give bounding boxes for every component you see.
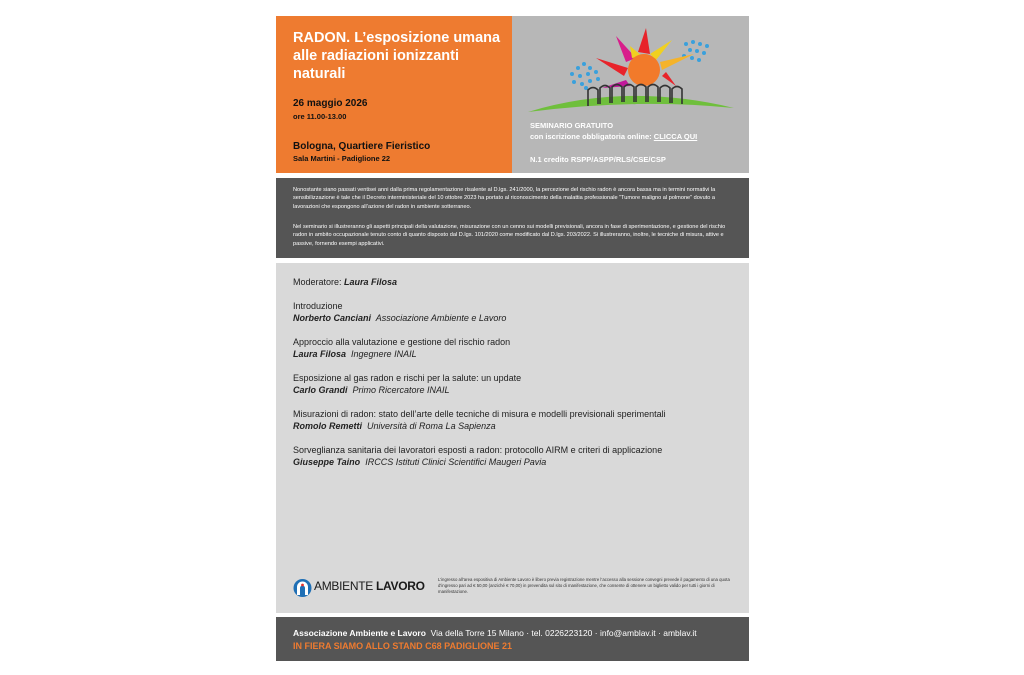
talk-speaker: Laura Filosa	[293, 349, 347, 359]
intro-paragraph-1: Nonostante siano passati ventisei anni dalla prima regolamentazione risalente al D.lgs. 241/2000, la percezione del rischio radon è ancora bassa ma in termini normativi la sensibilizzazione è tale che il Decreto interministeriale del 10 ottobre 2023 ha portato al riconoscimento della malattia professionale “Tumore maligno al polmone” dovuto a lavorazioni che espongono all’azione del radon in ambiente sotterraneo.	[293, 187, 716, 210]
logo-word-ambiente: AMBIENTE	[314, 579, 373, 593]
talk-affiliation: Associazione Ambiente e Lavoro	[375, 313, 507, 323]
ambiente-lavoro-logo-icon	[293, 578, 312, 598]
event-time: ore 11.00-13.00	[293, 112, 347, 121]
talk-title: Approccio alla valutazione e gestione del rischio radon	[293, 337, 511, 347]
talk-title: Esposizione al gas radon e rischi per la salute: un update	[293, 373, 522, 383]
talk-speaker: Carlo Grandi	[293, 385, 348, 395]
event-title: RADON. L’esposizione umana alle radiazioni ionizzanti naturali	[293, 30, 501, 82]
program-section	[276, 263, 749, 613]
sun-arches-logo-icon	[526, 24, 738, 116]
talk-item	[293, 337, 733, 359]
header-graphic-panel	[512, 16, 749, 173]
talk-speaker: Giuseppe Taino	[293, 457, 361, 467]
talk-affiliation: IRCCS Istituti Clinici Scientifici Maugeri Pavia	[365, 457, 547, 467]
talk-affiliation: Primo Ricercatore INAIL	[352, 385, 450, 395]
talk-affiliation: Ingegnere INAIL	[351, 349, 417, 359]
moderator-line	[293, 277, 397, 287]
flyer-page	[276, 16, 749, 661]
seminar-label: SEMINARIO GRATUITO	[530, 121, 614, 130]
header-info-panel	[276, 16, 512, 173]
event-date: 26 maggio 2026	[293, 98, 368, 109]
event-place: Bologna, Quartiere Fieristico	[293, 141, 431, 152]
intro-paragraph-2: Nel seminario si illustreranno gli aspetti principali della valutazione, misurazione con un cenno sui modelli previsionali, ancora in fase di sperimentazione, e gestione del rischio radon in ambito occupazionale tenuto conto di quanto disposto dal D.lgs. 101/2020 come modificato dal D.lgs. 203/2022. Si illustreranno, inoltre, le tecniche di misura, attive e passive, fornendo esempi applicativi.	[293, 224, 726, 247]
talk-item	[293, 373, 733, 395]
talk-speaker-line	[293, 313, 733, 323]
talk-item	[293, 301, 733, 323]
talk-item	[293, 409, 733, 431]
event-room: Sala Martini - Padiglione 22	[293, 154, 391, 163]
talk-title: Sorveglianza sanitaria dei lavoratori esposti a radon: protocollo AIRM e criteri di applicazione	[293, 445, 663, 455]
footer-stand: IN FIERA SIAMO ALLO STAND C68 PADIGLIONE 21	[293, 641, 513, 651]
footer-org: Associazione Ambiente e Lavoro	[293, 628, 426, 638]
talk-title: Misurazioni di radon: stato dell’arte delle tecniche di misura e modelli previsionali sperimentali	[293, 409, 666, 419]
logo-word-lavoro: LAVORO	[376, 579, 425, 593]
talk-affiliation: Università di Roma La Sapienza	[367, 421, 496, 431]
moderator-name: Laura Filosa	[344, 277, 398, 287]
ambiente-lavoro-logo	[293, 578, 433, 600]
register-link[interactable]: CLICCA QUI	[653, 132, 698, 141]
talk-speaker-line	[293, 421, 733, 431]
talk-speaker-line	[293, 349, 733, 359]
footer-contacts-line	[293, 628, 697, 638]
credit-info: N.1 credito RSPP/ASPP/RLS/CSE/CSP	[530, 155, 666, 164]
talk-speaker-line	[293, 457, 733, 467]
fine-print: L’ingresso all’area espositiva di Ambiente Lavoro è libero previa registrazione mentre l’accesso alla sessione convegni prevede il pagamento di una quota d’ingresso pari ad € 50,00 (anziché € 70,00) in prevendita sul sito di manifestazione, che consente di ottenere un biglietto valido per tutti i giorni di manifestazione.	[438, 577, 730, 594]
registration-line	[530, 132, 697, 141]
flyer-header	[276, 16, 749, 173]
talk-speaker: Norberto Canciani	[293, 313, 372, 323]
talk-speaker-line	[293, 385, 733, 395]
talk-item	[293, 445, 733, 467]
flyer-footer	[276, 617, 749, 661]
talk-title: Introduzione	[293, 301, 343, 311]
intro-section	[276, 178, 749, 258]
footer-contacts: Via della Torre 15 Milano · tel. 0226223120 · info@amblav.it · amblav.it	[430, 628, 697, 638]
registration-text: con iscrizione obbligatoria online:	[530, 132, 652, 141]
moderator-label: Moderatore:	[293, 277, 342, 287]
talk-speaker: Romolo Remetti	[293, 421, 363, 431]
